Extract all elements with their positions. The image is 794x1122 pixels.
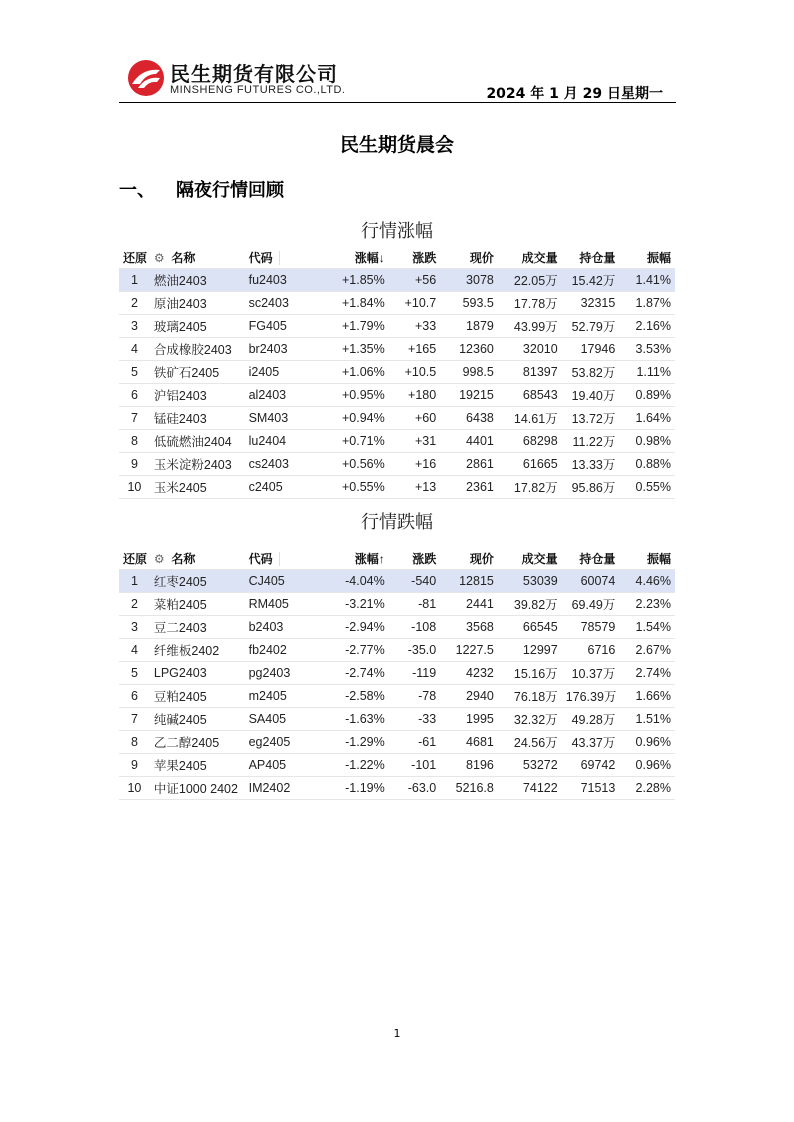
price: 4681 (440, 731, 498, 754)
restore-button[interactable]: 还原 (119, 547, 150, 570)
row-index: 9 (119, 754, 150, 777)
row-index: 3 (119, 616, 150, 639)
price: 2441 (440, 593, 498, 616)
header-divider (119, 102, 676, 103)
volume: 68298 (498, 430, 562, 453)
price: 2940 (440, 685, 498, 708)
instrument-code: lu2404 (245, 430, 323, 453)
col-change[interactable]: 涨跌 (389, 547, 440, 570)
change: +31 (389, 430, 440, 453)
row-index: 5 (119, 361, 150, 384)
table-row[interactable] (119, 708, 675, 731)
price: 4401 (440, 430, 498, 453)
instrument-name: 苹果2405 (150, 754, 245, 777)
gainers-table (119, 246, 675, 499)
instrument-name: 菜粕2405 (150, 593, 245, 616)
row-index: 7 (119, 708, 150, 731)
change: -101 (389, 754, 440, 777)
instrument-code: sc2403 (245, 292, 323, 315)
price: 998.5 (440, 361, 498, 384)
table-row[interactable] (119, 292, 675, 315)
price: 8196 (440, 754, 498, 777)
instrument-code: IM2402 (245, 777, 323, 800)
price: 12360 (440, 338, 498, 361)
table-row[interactable] (119, 685, 675, 708)
price: 2861 (440, 453, 498, 476)
col-amplitude[interactable]: 振幅 (619, 547, 675, 570)
row-index: 10 (119, 777, 150, 800)
instrument-name: 纯碱2405 (150, 708, 245, 731)
col-volume[interactable]: 成交量 (498, 547, 562, 570)
instrument-name: 燃油2403 (150, 269, 245, 292)
instrument-name: 沪铝2403 (150, 384, 245, 407)
price: 5216.8 (440, 777, 498, 800)
price: 1879 (440, 315, 498, 338)
amplitude: 2.16% (619, 315, 675, 338)
page-number: 1 (393, 1027, 401, 1040)
amplitude: 0.55% (619, 476, 675, 499)
instrument-code: al2403 (245, 384, 323, 407)
row-index: 1 (119, 570, 150, 593)
price: 3078 (440, 269, 498, 292)
row-index: 2 (119, 593, 150, 616)
volume: 12997 (498, 639, 562, 662)
col-amplitude[interactable]: 振幅 (619, 246, 675, 269)
amplitude: 1.87% (619, 292, 675, 315)
gear-icon[interactable]: ⚙ (153, 250, 165, 265)
volume: 17.78万 (498, 292, 562, 315)
table-row[interactable] (119, 269, 675, 292)
amplitude: 2.74% (619, 662, 675, 685)
open-interest: 15.42万 (562, 269, 620, 292)
instrument-code: cs2403 (245, 453, 323, 476)
volume: 74122 (498, 777, 562, 800)
open-interest: 69742 (562, 754, 620, 777)
amplitude: 1.51% (619, 708, 675, 731)
row-index: 7 (119, 407, 150, 430)
instrument-name: 合成橡胶2403 (150, 338, 245, 361)
instrument-name: 纤维板2402 (150, 639, 245, 662)
instrument-code: fu2403 (245, 269, 323, 292)
col-name[interactable]: ⚙ 名称 (150, 246, 245, 269)
restore-button[interactable]: 还原 (119, 246, 150, 269)
open-interest: 53.82万 (562, 361, 620, 384)
volume: 53039 (498, 570, 562, 593)
table-row[interactable] (119, 616, 675, 639)
open-interest: 10.37万 (562, 662, 620, 685)
table-row[interactable] (119, 593, 675, 616)
volume: 66545 (498, 616, 562, 639)
change: +16 (389, 453, 440, 476)
open-interest: 17946 (562, 338, 620, 361)
volume: 68543 (498, 384, 562, 407)
row-index: 5 (119, 662, 150, 685)
col-open-interest[interactable]: 持仓量 (562, 547, 620, 570)
change: +165 (389, 338, 440, 361)
table-row[interactable] (119, 384, 675, 407)
instrument-name: 豆二2403 (150, 616, 245, 639)
table-row[interactable] (119, 731, 675, 754)
change-pct: +0.56% (323, 453, 389, 476)
instrument-name: LPG2403 (150, 662, 245, 685)
row-index: 4 (119, 639, 150, 662)
change: -61 (389, 731, 440, 754)
instrument-code: c2405 (245, 476, 323, 499)
open-interest: 32315 (562, 292, 620, 315)
open-interest: 71513 (562, 777, 620, 800)
instrument-code: AP405 (245, 754, 323, 777)
col-open-interest[interactable]: 持仓量 (562, 246, 620, 269)
change: -33 (389, 708, 440, 731)
instrument-code: SA405 (245, 708, 323, 731)
col-code[interactable]: 代码 (245, 246, 323, 269)
change: +10.7 (389, 292, 440, 315)
volume: 22.05万 (498, 269, 562, 292)
col-price[interactable]: 现价 (440, 547, 498, 570)
instrument-code: FG405 (245, 315, 323, 338)
col-price[interactable]: 现价 (440, 246, 498, 269)
change: -108 (389, 616, 440, 639)
change-pct: +0.55% (323, 476, 389, 499)
instrument-name: 玉米淀粉2403 (150, 453, 245, 476)
volume: 32010 (498, 338, 562, 361)
open-interest: 19.40万 (562, 384, 620, 407)
change-pct: -3.21% (323, 593, 389, 616)
col-change-pct[interactable]: 涨幅↑ (323, 547, 389, 570)
table-row[interactable] (119, 476, 675, 499)
change: -540 (389, 570, 440, 593)
col-name[interactable]: ⚙ 名称 (150, 547, 245, 570)
amplitude: 0.88% (619, 453, 675, 476)
change-pct: -2.77% (323, 639, 389, 662)
amplitude: 2.28% (619, 777, 675, 800)
instrument-name: 中证1000 2402 (150, 777, 245, 800)
table-row[interactable] (119, 315, 675, 338)
price: 1995 (440, 708, 498, 731)
amplitude: 1.64% (619, 407, 675, 430)
change: +60 (389, 407, 440, 430)
col-volume[interactable]: 成交量 (498, 246, 562, 269)
volume: 32.32万 (498, 708, 562, 731)
volume: 39.82万 (498, 593, 562, 616)
row-index: 2 (119, 292, 150, 315)
amplitude: 1.41% (619, 269, 675, 292)
row-index: 8 (119, 430, 150, 453)
change: -78 (389, 685, 440, 708)
volume: 76.18万 (498, 685, 562, 708)
instrument-code: eg2405 (245, 731, 323, 754)
row-index: 6 (119, 384, 150, 407)
change: -35.0 (389, 639, 440, 662)
table-row[interactable] (119, 662, 675, 685)
open-interest: 60074 (562, 570, 620, 593)
volume: 17.82万 (498, 476, 562, 499)
instrument-code: CJ405 (245, 570, 323, 593)
change-pct: -1.22% (323, 754, 389, 777)
price: 2361 (440, 476, 498, 499)
volume: 14.61万 (498, 407, 562, 430)
change: +180 (389, 384, 440, 407)
change-pct: -1.63% (323, 708, 389, 731)
volume: 81397 (498, 361, 562, 384)
open-interest: 49.28万 (562, 708, 620, 731)
change: +13 (389, 476, 440, 499)
open-interest: 69.49万 (562, 593, 620, 616)
col-change-pct[interactable]: 涨幅↓ (323, 246, 389, 269)
instrument-name: 玉米2405 (150, 476, 245, 499)
row-index: 8 (119, 731, 150, 754)
table-header-row (119, 547, 675, 570)
amplitude: 1.54% (619, 616, 675, 639)
amplitude: 0.98% (619, 430, 675, 453)
change-pct: +1.35% (323, 338, 389, 361)
instrument-name: 原油2403 (150, 292, 245, 315)
amplitude: 3.53% (619, 338, 675, 361)
amplitude: 2.23% (619, 593, 675, 616)
open-interest: 13.33万 (562, 453, 620, 476)
change: -119 (389, 662, 440, 685)
table-row[interactable] (119, 430, 675, 453)
open-interest: 43.37万 (562, 731, 620, 754)
open-interest: 52.79万 (562, 315, 620, 338)
table-row[interactable] (119, 754, 675, 777)
price: 12815 (440, 570, 498, 593)
section-number: 一、 (119, 180, 155, 201)
change-pct: -2.74% (323, 662, 389, 685)
change: +56 (389, 269, 440, 292)
amplitude: 0.96% (619, 754, 675, 777)
change-pct: +0.71% (323, 430, 389, 453)
instrument-name: 锰硅2403 (150, 407, 245, 430)
open-interest: 6716 (562, 639, 620, 662)
price: 6438 (440, 407, 498, 430)
volume: 15.16万 (498, 662, 562, 685)
table-row[interactable] (119, 453, 675, 476)
instrument-name: 铁矿石2405 (150, 361, 245, 384)
instrument-code: br2403 (245, 338, 323, 361)
price: 593.5 (440, 292, 498, 315)
volume: 24.56万 (498, 731, 562, 754)
open-interest: 95.86万 (562, 476, 620, 499)
section-title: 隔夜行情回顾 (176, 180, 284, 201)
instrument-code: pg2403 (245, 662, 323, 685)
row-index: 1 (119, 269, 150, 292)
losers-caption: 行情跌幅 (361, 512, 433, 533)
instrument-code: i2405 (245, 361, 323, 384)
company-name-cn: 民生期货有限公司 (170, 62, 338, 86)
instrument-code: RM405 (245, 593, 323, 616)
gear-icon[interactable]: ⚙ (153, 551, 165, 566)
amplitude: 0.89% (619, 384, 675, 407)
change-pct: +1.85% (323, 269, 389, 292)
table-row[interactable] (119, 338, 675, 361)
instrument-code: fb2402 (245, 639, 323, 662)
page-title: 民生期货晨会 (339, 134, 454, 156)
change-pct: +1.79% (323, 315, 389, 338)
table-header-row (119, 246, 675, 269)
gainers-caption: 行情涨幅 (361, 221, 433, 242)
amplitude: 4.46% (619, 570, 675, 593)
report-date: 2024 年 1 月 29 日星期一 (486, 86, 663, 102)
change-pct: +0.94% (323, 407, 389, 430)
row-index: 3 (119, 315, 150, 338)
change: +33 (389, 315, 440, 338)
change-pct: -2.58% (323, 685, 389, 708)
volume: 53272 (498, 754, 562, 777)
change-pct: -2.94% (323, 616, 389, 639)
instrument-name: 玻璃2405 (150, 315, 245, 338)
losers-table (119, 547, 675, 800)
amplitude: 2.67% (619, 639, 675, 662)
row-index: 9 (119, 453, 150, 476)
instrument-name: 豆粕2405 (150, 685, 245, 708)
change-pct: +1.06% (323, 361, 389, 384)
row-index: 6 (119, 685, 150, 708)
open-interest: 78579 (562, 616, 620, 639)
company-name-en: MINSHENG FUTURES CO.,LTD. (170, 84, 346, 96)
instrument-name: 红枣2405 (150, 570, 245, 593)
open-interest: 176.39万 (562, 685, 620, 708)
price: 19215 (440, 384, 498, 407)
change: -63.0 (389, 777, 440, 800)
table-row[interactable] (119, 407, 675, 430)
col-change[interactable]: 涨跌 (389, 246, 440, 269)
amplitude: 1.11% (619, 361, 675, 384)
change-pct: -1.19% (323, 777, 389, 800)
table-row[interactable] (119, 639, 675, 662)
volume: 43.99万 (498, 315, 562, 338)
table-row[interactable] (119, 777, 675, 800)
instrument-code: m2405 (245, 685, 323, 708)
instrument-name: 乙二醇2405 (150, 731, 245, 754)
table-row[interactable] (119, 361, 675, 384)
change-pct: +0.95% (323, 384, 389, 407)
amplitude: 1.66% (619, 685, 675, 708)
row-index: 4 (119, 338, 150, 361)
price: 1227.5 (440, 639, 498, 662)
instrument-code: SM403 (245, 407, 323, 430)
company-logo (126, 58, 166, 98)
price: 3568 (440, 616, 498, 639)
col-code[interactable]: 代码 (245, 547, 323, 570)
table-row[interactable] (119, 570, 675, 593)
change-pct: -1.29% (323, 731, 389, 754)
instrument-code: b2403 (245, 616, 323, 639)
change: +10.5 (389, 361, 440, 384)
open-interest: 13.72万 (562, 407, 620, 430)
row-index: 10 (119, 476, 150, 499)
change-pct: +1.84% (323, 292, 389, 315)
instrument-name: 低硫燃油2404 (150, 430, 245, 453)
change: -81 (389, 593, 440, 616)
amplitude: 0.96% (619, 731, 675, 754)
change-pct: -4.04% (323, 570, 389, 593)
price: 4232 (440, 662, 498, 685)
volume: 61665 (498, 453, 562, 476)
open-interest: 11.22万 (562, 430, 620, 453)
